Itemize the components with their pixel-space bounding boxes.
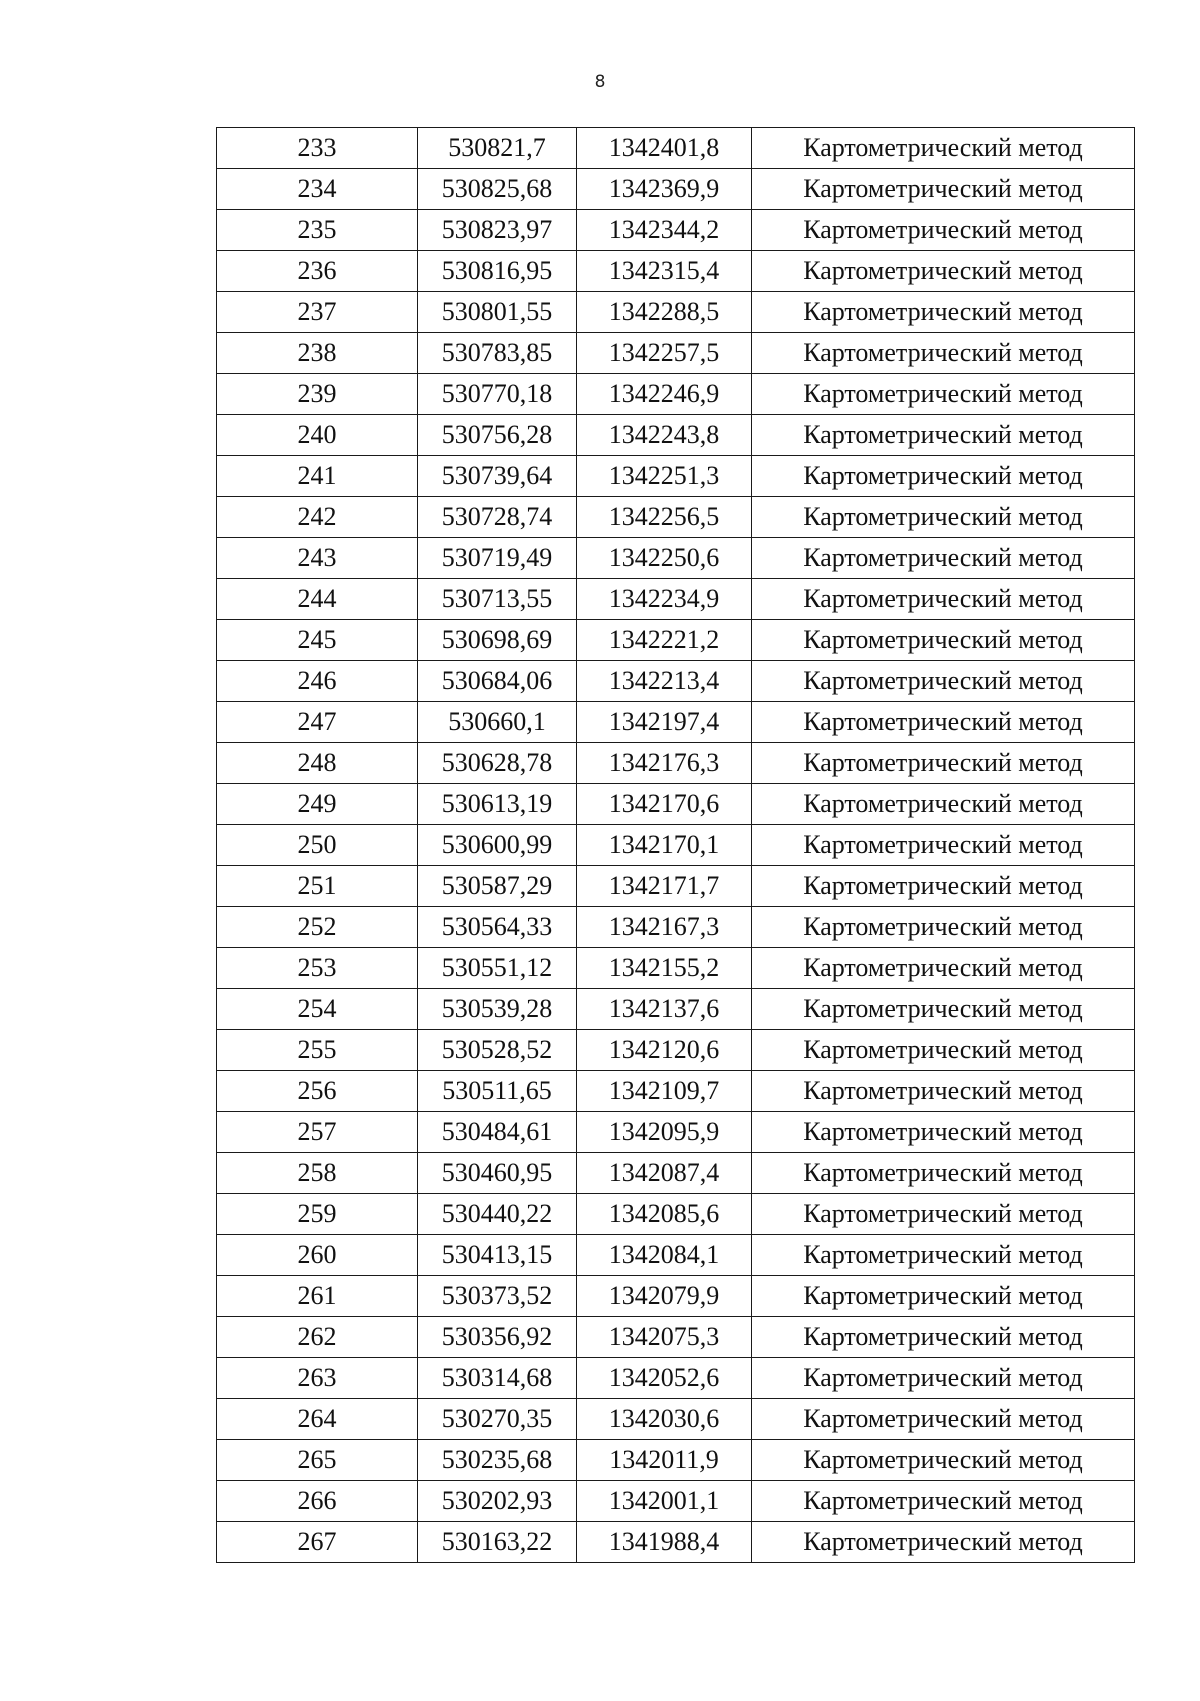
method-cell: Картометрический метод xyxy=(752,989,1135,1030)
x-coordinate-cell: 530728,74 xyxy=(418,497,577,538)
y-coordinate-cell: 1342120,6 xyxy=(577,1030,752,1071)
table-row xyxy=(217,948,1135,989)
x-coordinate-cell: 530587,29 xyxy=(418,866,577,907)
point-number-cell: 257 xyxy=(217,1112,418,1153)
x-coordinate-cell: 530356,92 xyxy=(418,1317,577,1358)
y-coordinate-cell: 1342246,9 xyxy=(577,374,752,415)
x-coordinate-cell: 530698,69 xyxy=(418,620,577,661)
method-cell: Картометрический метод xyxy=(752,1317,1135,1358)
point-number-cell: 254 xyxy=(217,989,418,1030)
y-coordinate-cell: 1342213,4 xyxy=(577,661,752,702)
table-row xyxy=(217,825,1135,866)
y-coordinate-cell: 1342315,4 xyxy=(577,251,752,292)
x-coordinate-cell: 530163,22 xyxy=(418,1522,577,1563)
x-coordinate-cell: 530770,18 xyxy=(418,374,577,415)
y-coordinate-cell: 1342256,5 xyxy=(577,497,752,538)
x-coordinate-cell: 530713,55 xyxy=(418,579,577,620)
table-row xyxy=(217,702,1135,743)
x-coordinate-cell: 530270,35 xyxy=(418,1399,577,1440)
x-coordinate-cell: 530739,64 xyxy=(418,456,577,497)
table-row xyxy=(217,1440,1135,1481)
point-number-cell: 251 xyxy=(217,866,418,907)
y-coordinate-cell: 1342250,6 xyxy=(577,538,752,579)
y-coordinate-cell: 1342243,8 xyxy=(577,415,752,456)
table-row xyxy=(217,743,1135,784)
x-coordinate-cell: 530484,61 xyxy=(418,1112,577,1153)
y-coordinate-cell: 1342170,6 xyxy=(577,784,752,825)
table-row xyxy=(217,292,1135,333)
method-cell: Картометрический метод xyxy=(752,579,1135,620)
point-number-cell: 238 xyxy=(217,333,418,374)
method-cell: Картометрический метод xyxy=(752,169,1135,210)
x-coordinate-cell: 530613,19 xyxy=(418,784,577,825)
table-row xyxy=(217,1194,1135,1235)
method-cell: Картометрический метод xyxy=(752,1194,1135,1235)
x-coordinate-cell: 530628,78 xyxy=(418,743,577,784)
coordinates-table-body xyxy=(217,128,1135,1563)
method-cell: Картометрический метод xyxy=(752,538,1135,579)
point-number-cell: 237 xyxy=(217,292,418,333)
method-cell: Картометрический метод xyxy=(752,374,1135,415)
method-cell: Картометрический метод xyxy=(752,292,1135,333)
y-coordinate-cell: 1341988,4 xyxy=(577,1522,752,1563)
method-cell: Картометрический метод xyxy=(752,1522,1135,1563)
y-coordinate-cell: 1342288,5 xyxy=(577,292,752,333)
y-coordinate-cell: 1342084,1 xyxy=(577,1235,752,1276)
y-coordinate-cell: 1342167,3 xyxy=(577,907,752,948)
table-row xyxy=(217,169,1135,210)
point-number-cell: 250 xyxy=(217,825,418,866)
method-cell: Картометрический метод xyxy=(752,784,1135,825)
method-cell: Картометрический метод xyxy=(752,1153,1135,1194)
table-row xyxy=(217,620,1135,661)
x-coordinate-cell: 530719,49 xyxy=(418,538,577,579)
point-number-cell: 266 xyxy=(217,1481,418,1522)
point-number-cell: 242 xyxy=(217,497,418,538)
x-coordinate-cell: 530413,15 xyxy=(418,1235,577,1276)
point-number-cell: 253 xyxy=(217,948,418,989)
x-coordinate-cell: 530460,95 xyxy=(418,1153,577,1194)
point-number-cell: 259 xyxy=(217,1194,418,1235)
point-number-cell: 267 xyxy=(217,1522,418,1563)
table-row xyxy=(217,1317,1135,1358)
y-coordinate-cell: 1342251,3 xyxy=(577,456,752,497)
table-row xyxy=(217,210,1135,251)
y-coordinate-cell: 1342030,6 xyxy=(577,1399,752,1440)
x-coordinate-cell: 530801,55 xyxy=(418,292,577,333)
table-row xyxy=(217,1358,1135,1399)
table-row xyxy=(217,1399,1135,1440)
x-coordinate-cell: 530511,65 xyxy=(418,1071,577,1112)
point-number-cell: 256 xyxy=(217,1071,418,1112)
x-coordinate-cell: 530816,95 xyxy=(418,251,577,292)
method-cell: Картометрический метод xyxy=(752,661,1135,702)
table-row xyxy=(217,989,1135,1030)
table-row xyxy=(217,456,1135,497)
method-cell: Картометрический метод xyxy=(752,1481,1135,1522)
table-row xyxy=(217,907,1135,948)
x-coordinate-cell: 530684,06 xyxy=(418,661,577,702)
y-coordinate-cell: 1342052,6 xyxy=(577,1358,752,1399)
x-coordinate-cell: 530823,97 xyxy=(418,210,577,251)
table-row xyxy=(217,128,1135,169)
point-number-cell: 265 xyxy=(217,1440,418,1481)
point-number-cell: 258 xyxy=(217,1153,418,1194)
x-coordinate-cell: 530528,52 xyxy=(418,1030,577,1071)
y-coordinate-cell: 1342079,9 xyxy=(577,1276,752,1317)
method-cell: Картометрический метод xyxy=(752,128,1135,169)
method-cell: Картометрический метод xyxy=(752,825,1135,866)
method-cell: Картометрический метод xyxy=(752,333,1135,374)
y-coordinate-cell: 1342369,9 xyxy=(577,169,752,210)
y-coordinate-cell: 1342344,2 xyxy=(577,210,752,251)
point-number-cell: 243 xyxy=(217,538,418,579)
table-row xyxy=(217,1071,1135,1112)
x-coordinate-cell: 530373,52 xyxy=(418,1276,577,1317)
y-coordinate-cell: 1342221,2 xyxy=(577,620,752,661)
point-number-cell: 236 xyxy=(217,251,418,292)
method-cell: Картометрический метод xyxy=(752,866,1135,907)
y-coordinate-cell: 1342234,9 xyxy=(577,579,752,620)
table-row xyxy=(217,1153,1135,1194)
x-coordinate-cell: 530564,33 xyxy=(418,907,577,948)
y-coordinate-cell: 1342170,1 xyxy=(577,825,752,866)
method-cell: Картометрический метод xyxy=(752,907,1135,948)
x-coordinate-cell: 530600,99 xyxy=(418,825,577,866)
x-coordinate-cell: 530783,85 xyxy=(418,333,577,374)
method-cell: Картометрический метод xyxy=(752,415,1135,456)
method-cell: Картометрический метод xyxy=(752,1358,1135,1399)
table-row xyxy=(217,1522,1135,1563)
point-number-cell: 240 xyxy=(217,415,418,456)
point-number-cell: 252 xyxy=(217,907,418,948)
point-number-cell: 233 xyxy=(217,128,418,169)
y-coordinate-cell: 1342176,3 xyxy=(577,743,752,784)
table-row xyxy=(217,333,1135,374)
method-cell: Картометрический метод xyxy=(752,620,1135,661)
page-number: 8 xyxy=(594,72,606,92)
point-number-cell: 246 xyxy=(217,661,418,702)
x-coordinate-cell: 530825,68 xyxy=(418,169,577,210)
y-coordinate-cell: 1342075,3 xyxy=(577,1317,752,1358)
table-row xyxy=(217,497,1135,538)
point-number-cell: 261 xyxy=(217,1276,418,1317)
y-coordinate-cell: 1342171,7 xyxy=(577,866,752,907)
table-row xyxy=(217,1030,1135,1071)
point-number-cell: 239 xyxy=(217,374,418,415)
y-coordinate-cell: 1342001,1 xyxy=(577,1481,752,1522)
y-coordinate-cell: 1342087,4 xyxy=(577,1153,752,1194)
point-number-cell: 264 xyxy=(217,1399,418,1440)
point-number-cell: 248 xyxy=(217,743,418,784)
method-cell: Картометрический метод xyxy=(752,948,1135,989)
y-coordinate-cell: 1342197,4 xyxy=(577,702,752,743)
method-cell: Картометрический метод xyxy=(752,251,1135,292)
method-cell: Картометрический метод xyxy=(752,497,1135,538)
table-row xyxy=(217,1481,1135,1522)
y-coordinate-cell: 1342011,9 xyxy=(577,1440,752,1481)
x-coordinate-cell: 530440,22 xyxy=(418,1194,577,1235)
x-coordinate-cell: 530235,68 xyxy=(418,1440,577,1481)
point-number-cell: 260 xyxy=(217,1235,418,1276)
method-cell: Картометрический метод xyxy=(752,1112,1135,1153)
point-number-cell: 244 xyxy=(217,579,418,620)
table-row xyxy=(217,374,1135,415)
x-coordinate-cell: 530821,7 xyxy=(418,128,577,169)
y-coordinate-cell: 1342095,9 xyxy=(577,1112,752,1153)
table-row xyxy=(217,415,1135,456)
table-row xyxy=(217,1112,1135,1153)
point-number-cell: 241 xyxy=(217,456,418,497)
x-coordinate-cell: 530660,1 xyxy=(418,702,577,743)
method-cell: Картометрический метод xyxy=(752,1030,1135,1071)
method-cell: Картометрический метод xyxy=(752,1399,1135,1440)
x-coordinate-cell: 530551,12 xyxy=(418,948,577,989)
table-row xyxy=(217,866,1135,907)
x-coordinate-cell: 530539,28 xyxy=(418,989,577,1030)
coordinates-table xyxy=(216,127,1135,1563)
point-number-cell: 234 xyxy=(217,169,418,210)
table-row xyxy=(217,538,1135,579)
method-cell: Картометрический метод xyxy=(752,456,1135,497)
y-coordinate-cell: 1342401,8 xyxy=(577,128,752,169)
x-coordinate-cell: 530314,68 xyxy=(418,1358,577,1399)
method-cell: Картометрический метод xyxy=(752,1276,1135,1317)
table-row xyxy=(217,579,1135,620)
method-cell: Картометрический метод xyxy=(752,702,1135,743)
table-row xyxy=(217,251,1135,292)
method-cell: Картометрический метод xyxy=(752,210,1135,251)
y-coordinate-cell: 1342155,2 xyxy=(577,948,752,989)
point-number-cell: 247 xyxy=(217,702,418,743)
y-coordinate-cell: 1342257,5 xyxy=(577,333,752,374)
point-number-cell: 262 xyxy=(217,1317,418,1358)
method-cell: Картометрический метод xyxy=(752,1440,1135,1481)
y-coordinate-cell: 1342137,6 xyxy=(577,989,752,1030)
point-number-cell: 249 xyxy=(217,784,418,825)
x-coordinate-cell: 530202,93 xyxy=(418,1481,577,1522)
y-coordinate-cell: 1342085,6 xyxy=(577,1194,752,1235)
table-row xyxy=(217,1276,1135,1317)
table-row xyxy=(217,1235,1135,1276)
point-number-cell: 255 xyxy=(217,1030,418,1071)
method-cell: Картометрический метод xyxy=(752,1235,1135,1276)
table-row xyxy=(217,661,1135,702)
method-cell: Картометрический метод xyxy=(752,1071,1135,1112)
point-number-cell: 263 xyxy=(217,1358,418,1399)
method-cell: Картометрический метод xyxy=(752,743,1135,784)
point-number-cell: 245 xyxy=(217,620,418,661)
x-coordinate-cell: 530756,28 xyxy=(418,415,577,456)
table-row xyxy=(217,784,1135,825)
point-number-cell: 235 xyxy=(217,210,418,251)
y-coordinate-cell: 1342109,7 xyxy=(577,1071,752,1112)
